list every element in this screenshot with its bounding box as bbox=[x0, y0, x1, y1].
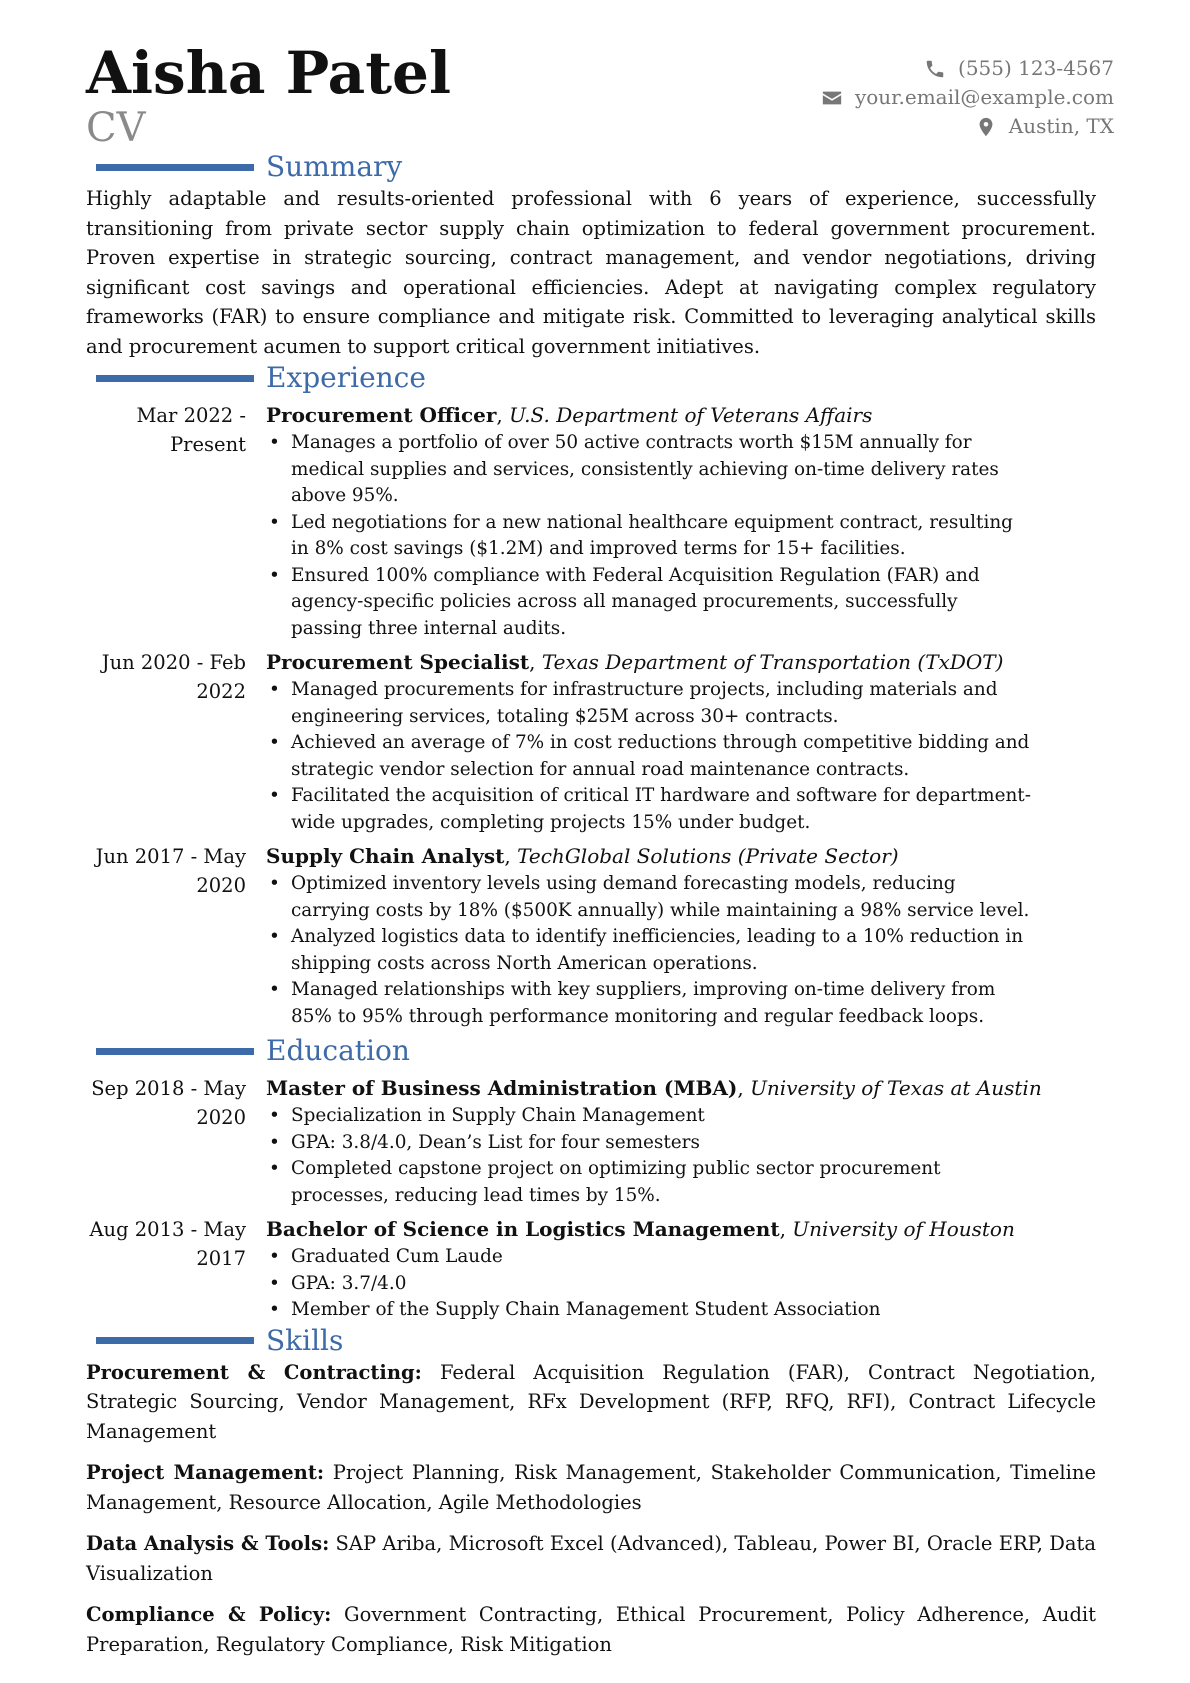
skill-label: Compliance & Policy: bbox=[86, 1603, 332, 1626]
skill-label: Data Analysis & Tools: bbox=[86, 1532, 330, 1555]
entry-date: Sep 2018 - May 2020 bbox=[91, 1077, 246, 1129]
section-skills-heading bbox=[86, 1324, 1114, 1358]
employer: U.S. Department of Veterans Affairs bbox=[509, 403, 873, 427]
bullet-list bbox=[266, 1103, 1114, 1209]
map-marker-icon bbox=[975, 116, 997, 138]
education-entry bbox=[86, 1074, 1114, 1209]
entry-title-line: Supply Chain Analyst, TechGlobal Solutions (Private Sector) bbox=[266, 844, 899, 868]
bullet-list bbox=[266, 677, 1114, 836]
skill-text: Federal Acquisition Regulation (FAR), Contract Negotiation, Strategic Sourcing, Vendor Management, RFx Development (RFP, RFQ, RFI), Contract Lifecycle Management bbox=[86, 1360, 1097, 1443]
list-item: • Specialization in Supply Chain Management bbox=[266, 1103, 1031, 1130]
section-education-heading bbox=[86, 1034, 1114, 1068]
section-bar bbox=[96, 1048, 254, 1055]
envelope-icon bbox=[821, 87, 843, 109]
bullet-list bbox=[266, 871, 1114, 1030]
list-item: • Led negotiations for a new national healthcare equipment contract, resulting in 8% cost savings ($1.2M) and improved terms for 15+ facilities. bbox=[266, 510, 1031, 563]
list-item: • Analyzed logistics data to identify inefficiencies, leading to a 10% reduction in shipping costs across North American operations. bbox=[266, 924, 1031, 977]
list-item: • Optimized inventory levels using demand forecasting models, reducing carrying costs by 18% ($500K annually) while maintaining a 98% service level. bbox=[266, 871, 1031, 924]
list-item: • GPA: 3.7/4.0 bbox=[266, 1271, 1031, 1298]
document-subtitle: CV bbox=[86, 105, 146, 151]
list-item: • Managed relationships with key suppliers, improving on-time delivery from 85% to 95% through performance monitoring and regular feedback loops. bbox=[266, 977, 1031, 1030]
contact-block bbox=[821, 54, 1114, 141]
skill-text: Government Contracting, Ethical Procurement, Policy Adherence, Audit Preparation, Regulatory Compliance, Risk Mitigation bbox=[86, 1603, 1097, 1656]
list-item: • Facilitated the acquisition of critical IT hardware and software for department-wide upgrades, completing projects 15% under budget. bbox=[266, 783, 1031, 836]
employer: Texas Department of Transportation (TxDOT) bbox=[541, 650, 1004, 674]
job-title: Supply Chain Analyst bbox=[266, 844, 505, 868]
section-title: Skills bbox=[266, 1323, 344, 1357]
list-item: • Achieved an average of 7% in cost reductions through competitive bidding and strategic vendor selection for annual road maintenance contracts. bbox=[266, 730, 1031, 783]
section-bar bbox=[96, 164, 254, 171]
entry-title-line: Bachelor of Science in Logistics Management, University of Houston bbox=[266, 1217, 1015, 1241]
location-text: Austin, TX bbox=[1008, 114, 1114, 138]
institution: University of Houston bbox=[792, 1217, 1015, 1241]
entry-date: Mar 2022 - Present bbox=[136, 404, 246, 456]
section-bar bbox=[96, 375, 254, 382]
section-title: Education bbox=[266, 1034, 410, 1067]
section-bar bbox=[96, 1337, 254, 1344]
contact-email[interactable] bbox=[821, 83, 1114, 112]
entry-title-line: Master of Business Administration (MBA), University of Texas at Austin bbox=[266, 1076, 1042, 1100]
list-item: • GPA: 3.8/4.0, Dean’s List for four semesters bbox=[266, 1130, 1031, 1157]
education-entry bbox=[86, 1215, 1114, 1324]
entry-date: Jun 2017 - May 2020 bbox=[95, 845, 246, 897]
list-item: • Managed procurements for infrastructure projects, including materials and engineering services, totaling $25M across 30+ contracts. bbox=[266, 677, 1031, 730]
skill-label: Project Management: bbox=[86, 1461, 325, 1484]
bullet-list bbox=[266, 430, 1114, 642]
institution: University of Texas at Austin bbox=[750, 1076, 1042, 1100]
list-item: • Completed capstone project on optimizing public sector procurement processes, reducing lead times by 15%. bbox=[266, 1156, 1031, 1209]
person-name: Aisha Patel bbox=[86, 39, 451, 107]
phone-text: (555) 123-4567 bbox=[958, 56, 1114, 80]
entry-title-line: Procurement Specialist, Texas Department of Transportation (TxDOT) bbox=[266, 650, 1004, 674]
experience-entry bbox=[86, 842, 1114, 1030]
section-experience-heading bbox=[86, 361, 1114, 395]
section-title: Experience bbox=[266, 361, 426, 394]
skill-label: Procurement & Contracting: bbox=[86, 1360, 422, 1384]
degree-title: Bachelor of Science in Logistics Management bbox=[266, 1217, 780, 1241]
cv-page bbox=[86, 40, 1114, 1671]
section-title: Summary bbox=[266, 150, 403, 183]
section-summary-heading bbox=[86, 150, 1114, 184]
skill-text: Project Planning, Risk Management, Stakeholder Communication, Timeline Management, Resource Allocation, Agile Methodologies bbox=[86, 1461, 1096, 1514]
degree-title: Master of Business Administration (MBA) bbox=[266, 1076, 738, 1100]
list-item: • Manages a portfolio of over 50 active contracts worth $15M annually for medical supplies and services, consistently achieving on-time delivery rates above 95%. bbox=[266, 430, 1031, 510]
list-item: • Ensured 100% compliance with Federal Acquisition Regulation (FAR) and agency-specific policies across all managed procurements, successfully passing three internal audits. bbox=[266, 563, 1031, 643]
job-title: Procurement Specialist bbox=[266, 650, 530, 674]
entry-title-line: Procurement Officer, U.S. Department of Veterans Affairs bbox=[266, 403, 873, 427]
list-item: • Member of the Supply Chain Management Student Association bbox=[266, 1297, 1031, 1324]
list-item: • Graduated Cum Laude bbox=[266, 1244, 1031, 1271]
entry-date: Jun 2020 - Feb 2022 bbox=[101, 651, 246, 703]
entry-date: Aug 2013 - May 2017 bbox=[89, 1218, 246, 1270]
bullet-list bbox=[266, 1244, 1114, 1324]
employer: TechGlobal Solutions (Private Sector) bbox=[517, 844, 899, 868]
phone-icon bbox=[924, 58, 946, 80]
email-text: your.email@example.com bbox=[854, 85, 1114, 109]
skill-group bbox=[86, 1600, 1096, 1659]
contact-phone[interactable] bbox=[821, 54, 1114, 83]
skill-text: SAP Ariba, Microsoft Excel (Advanced), Tableau, Power BI, Oracle ERP, Data Visualization bbox=[86, 1532, 1096, 1585]
experience-entry bbox=[86, 401, 1114, 642]
summary-text: Highly adaptable and results-oriented professional with 6 years of experience, successfully transitioning from private sector supply chain optimization to federal government procurement. Proven expertise in strategic sourcing, contract management, and vendor negotiations, driving significant cost savings and operational efficiencies. Adept at navigating complex regulatory frameworks (FAR) to ensure compliance and mitigate risk. Committed to leveraging analytical skills and procurement acumen to support critical government initiatives. bbox=[86, 187, 1096, 358]
skill-group bbox=[86, 1529, 1096, 1588]
skill-group bbox=[86, 1358, 1096, 1447]
skill-group bbox=[86, 1458, 1096, 1517]
experience-entry bbox=[86, 648, 1114, 836]
job-title: Procurement Officer bbox=[266, 403, 497, 427]
contact-location bbox=[821, 112, 1114, 141]
